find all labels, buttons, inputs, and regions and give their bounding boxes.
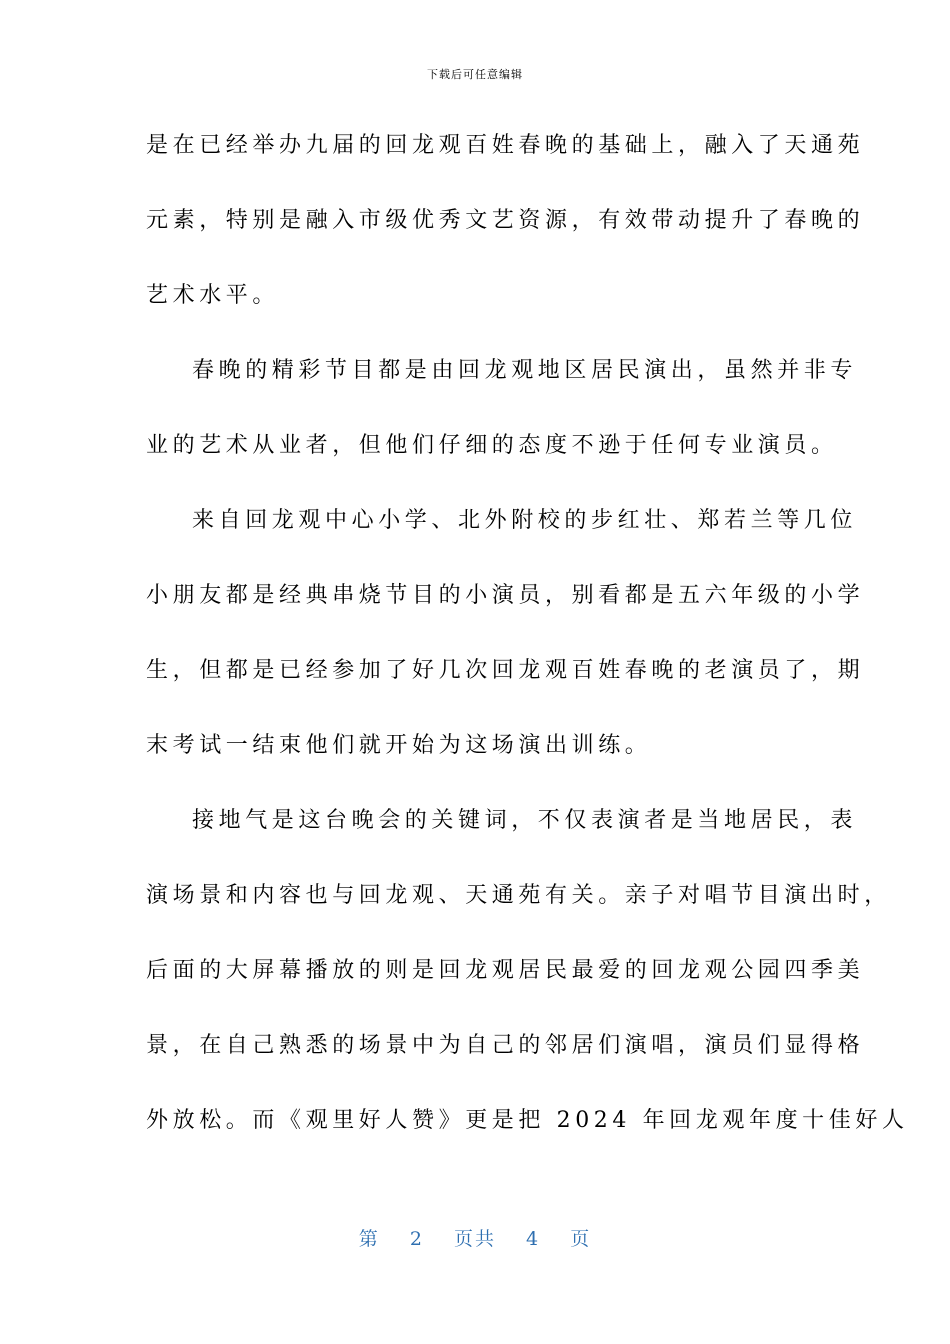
footer-label-ye: 页	[570, 1228, 592, 1250]
body-line-7: 小朋友都是经典串烧节目的小演员，别看都是五六年级的小学	[146, 583, 865, 608]
footer-page-total: 4	[526, 1228, 541, 1250]
body-line-11: 演场景和内容也与回龙观、天通苑有关。亲子对唱节目演出时，	[146, 883, 891, 908]
body-line-14: 外放松。而《观里好人赞》更是把 2024 年回龙观年度十佳好人	[146, 1108, 909, 1133]
footer-label-ye-gong: 页共	[453, 1228, 496, 1250]
body-line-4: 春晚的精彩节目都是由回龙观地区居民演出，虽然并非专	[192, 358, 858, 383]
document-body	[146, 124, 909, 1174]
body-line-2: 元素，特别是融入市级优秀文艺资源，有效带动提升了春晚的	[146, 208, 865, 233]
body-line-10: 接地气是这台晚会的关键词，不仅表演者是当地居民，表	[192, 808, 858, 833]
body-line-6: 来自回龙观中心小学、北外附校的步红壮、郑若兰等几位	[192, 508, 858, 533]
body-line-1: 是在已经举办九届的回龙观百姓春晚的基础上，融入了天通苑	[146, 133, 865, 158]
body-line-13: 景，在自己熟悉的场景中为自己的邻居们演唱，演员们显得格	[146, 1033, 865, 1058]
footer-label-di: 第	[358, 1228, 380, 1250]
body-line-9: 末考试一结束他们就开始为这场演出训练。	[146, 733, 652, 758]
body-line-5: 业的艺术从业者，但他们仔细的态度不逊于任何专业演员。	[146, 433, 838, 458]
body-line-12: 后面的大屏幕播放的则是回龙观居民最爱的回龙观公园四季美	[146, 958, 865, 983]
footer-page-current: 2	[409, 1228, 424, 1250]
body-line-3: 艺术水平。	[146, 283, 280, 308]
page-footer	[0, 1224, 950, 1251]
page-header: 下载后可任意编辑	[427, 68, 523, 81]
body-line-8: 生，但都是已经参加了好几次回龙观百姓春晚的老演员了，期	[146, 658, 865, 683]
